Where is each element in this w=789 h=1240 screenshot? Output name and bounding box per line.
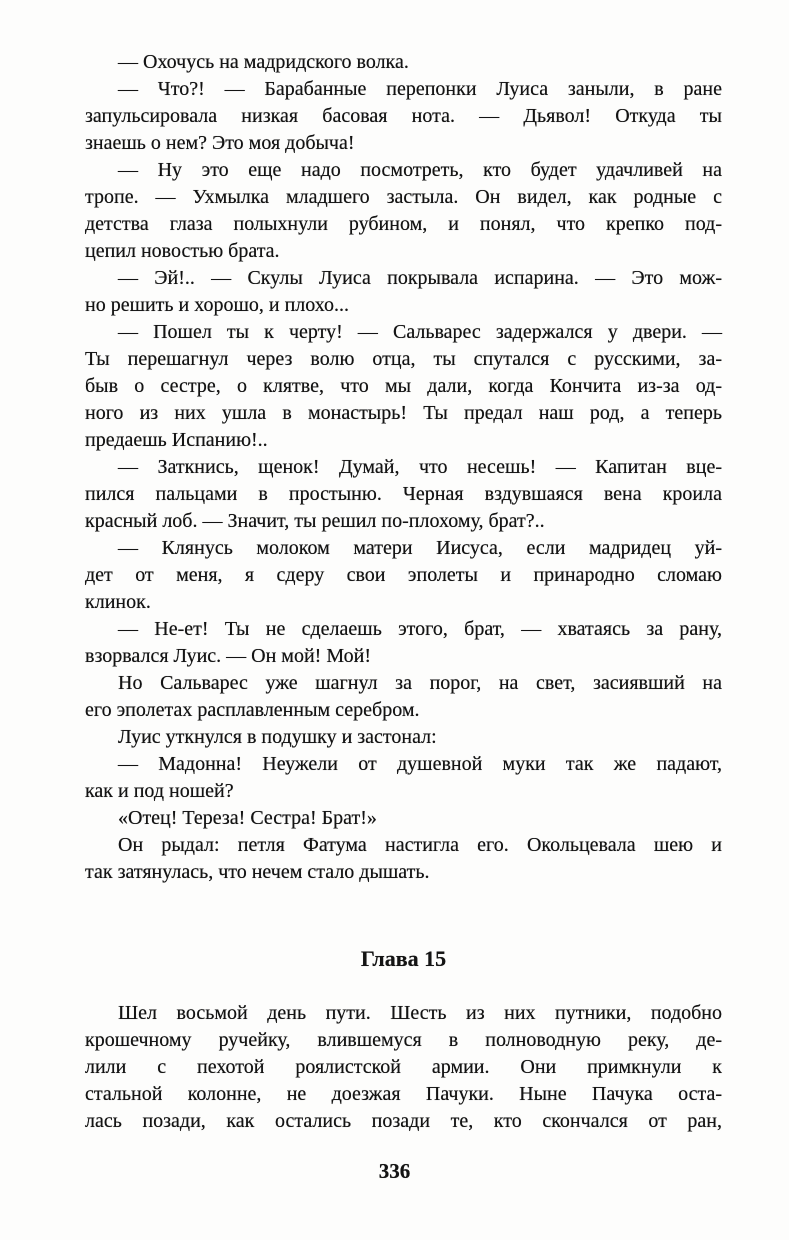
text-line: как и под ношей? [85,780,234,802]
text-line: Шел восьмой день пути. Шесть из них путники, подобно [118,1002,722,1024]
chapter-heading: Глава 15 [360,946,447,971]
paragraph [85,751,722,805]
page-number: 336 [378,1159,411,1183]
prose-section [85,49,722,886]
text-line: цепил новостью брата. [85,240,280,262]
paragraph [85,157,722,265]
text-line: красный лоб. — Значит, ты решил по-плохому, брат?.. [85,510,545,532]
text-line: — Мадонна! Неужели от душевной муки так же падают, [118,753,722,775]
paragraph [85,832,722,886]
text-line: детства глаза полыхнули рубином, и понял, что крепко под- [85,213,722,235]
text-line: — Что?! — Барабанные перепонки Луиса заныли, в ране [118,78,722,100]
paragraph [85,670,722,724]
text-line: клинок. [85,591,151,613]
paragraph [85,724,722,751]
text-line: запульсировала низкая басовая нота. — Дьявол! Откуда ты [85,105,722,127]
text-line: дет от меня, я сдеру свои эполеты и принародно сломаю [85,564,722,586]
paragraph [85,535,722,616]
text-line: пился пальцами в простыню. Черная вздувшаяся вена кроила [85,483,722,505]
text-line: Но Сальварес уже шагнул за порог, на свет, засиявший на [118,672,722,694]
text-line: — Заткнись, щенок! Думай, что несешь! — Капитан вце- [118,456,722,478]
text-line: его эполетах расплавленным серебром. [85,699,420,721]
text-line: — Эй!.. — Скулы Луиса покрывала испарина. — Это мож- [118,267,722,289]
text-line: лили с пехотой роялистской армии. Они примкнули к [85,1056,722,1078]
paragraph [85,319,722,454]
text-line: — Не-ет! Ты не сделаешь этого, брат, — хватаясь за рану, [118,618,722,640]
paragraph [85,454,722,535]
text-line: предаешь Испанию!.. [85,429,268,451]
chapter-section [85,1000,722,1135]
text-line: быв о сестре, о клятве, что мы дали, когда Кончита из-за од- [85,375,722,397]
text-line: лась позади, как остались позади те, кто скончался от ран, [85,1110,722,1132]
paragraph [85,49,722,76]
text-line: Он рыдал: петля Фатума настигла его. Окольцевала шею и [118,834,722,856]
text-line: тропе. — Ухмылка младшего застыла. Он видел, как родные с [85,186,722,208]
text-line: — Клянусь молоком матери Иисуса, если мадридец уй- [118,537,722,559]
text-line: Луис уткнулся в подушку и застонал: [118,726,437,748]
paragraph [85,1000,722,1135]
text-line: — Пошел ты к черту! — Сальварес задержался у двери. — [118,321,722,343]
text-line: взорвался Луис. — Он мой! Мой! [85,645,371,667]
text-line: крошечному ручейку, влившемуся в полноводную реку, де- [85,1029,722,1051]
text-line: «Отец! Тереза! Сестра! Брат!» [118,807,377,829]
text-line: так затянулась, что нечем стало дышать. [85,861,430,883]
paragraph [85,265,722,319]
page-text [85,49,722,1135]
text-line: ного из них ушла в монастырь! Ты предал наш род, а теперь [85,402,722,424]
paragraph [85,805,722,832]
text-line: но решить и хорошо, и плохо... [85,294,350,316]
text-line: — Охочусь на мадридского волка. [118,51,409,73]
paragraph [85,76,722,157]
paragraph [85,616,722,670]
text-line: — Ну это еще надо посмотреть, кто будет удачливей на [118,159,722,181]
text-line: Ты перешагнул через волю отца, ты спутался с русскими, за- [85,348,722,370]
text-line: стальной колонне, не доезжая Пачуки. Ныне Пачука оста- [85,1083,722,1105]
text-line: знаешь о нем? Это моя добыча! [85,132,355,154]
